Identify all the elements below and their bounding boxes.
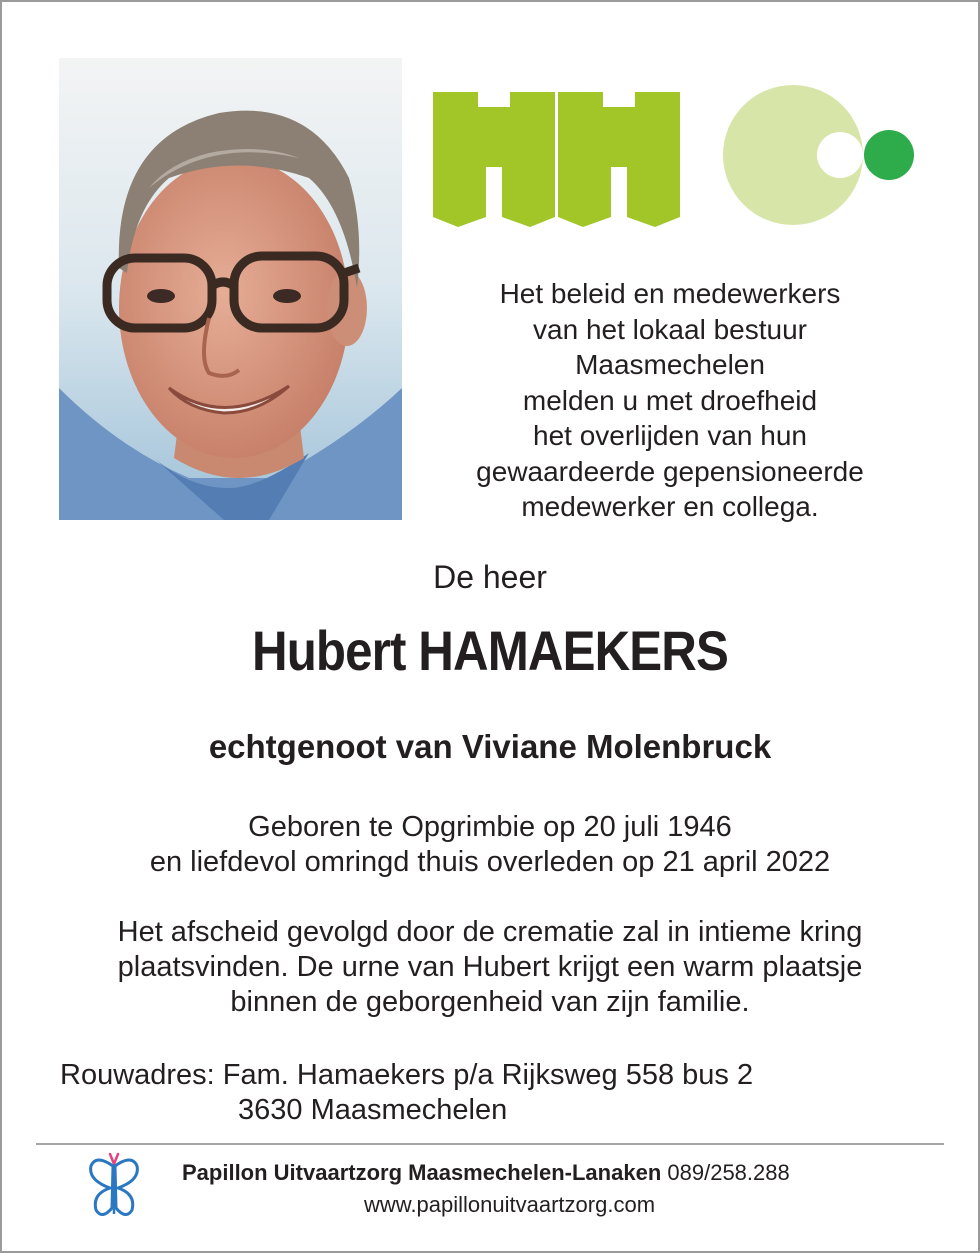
funeral-home-website[interactable]: www.papillonuitvaartzorg.com (364, 1192, 656, 1217)
spouse-line: echtgenoot van Viviane Molenbruck (208, 728, 772, 765)
death-line: en liefdevol omringd thuis overleden op 21 april 2022 (149, 846, 831, 878)
address-line-1: Rouwadres: Fam. Hamaekers p/a Rijksweg 558 bus 2 (60, 1059, 754, 1091)
birth-line: Geboren te Opgrimbie op 20 juli 1946 (248, 811, 732, 843)
farewell-text (0, 915, 980, 1020)
intro-line: het overlijden van hun (533, 420, 807, 451)
funeral-home-line (182, 1160, 790, 1186)
intro-line: medewerker en collega. (521, 491, 819, 522)
life-dates (0, 810, 980, 880)
butterfly-logo-icon (88, 1152, 140, 1222)
intro-line: van het lokaal bestuur (533, 313, 807, 345)
intro-line: Maasmechelen (575, 349, 765, 380)
funeral-home-name: Papillon Uitvaartzorg Maasmechelen-Lanaken (182, 1160, 662, 1185)
intro-line: gewaardeerde gepensioneerde (476, 455, 864, 487)
honorific: De heer (433, 559, 547, 595)
mourning-address (60, 1058, 753, 1128)
portrait-photo (59, 58, 402, 520)
farewell-line: Het afscheid gevolgd door de crematie zal in intieme kring (117, 916, 863, 948)
intro-line: melden u met droefheid (522, 384, 818, 416)
mmc-logo (430, 82, 920, 227)
address-line-2: 3630 Maasmechelen (238, 1094, 508, 1126)
divider (36, 1143, 944, 1145)
intro-line: Het beleid en medewerkers (499, 278, 841, 309)
intro-text (430, 276, 910, 525)
funeral-home-phone: 089/258.288 (667, 1160, 790, 1185)
farewell-line: binnen de geborgenheid van zijn familie. (230, 986, 750, 1018)
deceased-name: Hubert HAMAEKERS (251, 619, 728, 682)
farewell-line: plaatsvinden. De urne van Hubert krijgt een warm plaatsje (117, 951, 863, 983)
